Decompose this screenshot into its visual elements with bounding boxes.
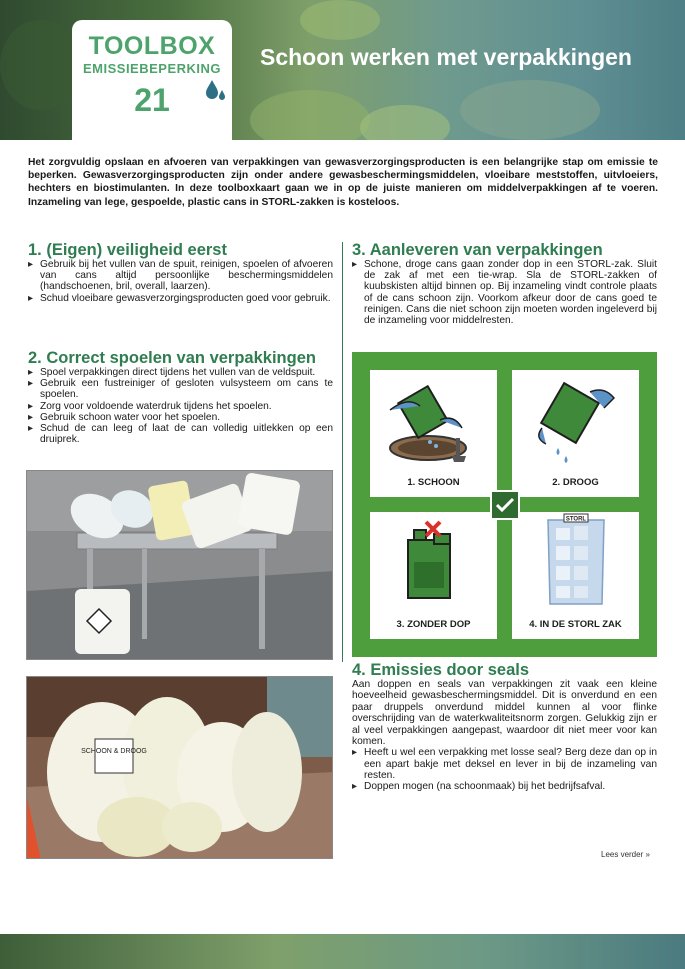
water-reflection: [460, 80, 600, 140]
intro-paragraph: Het zorgvuldig opslaan en afvoeren van verpakkingen van gewasverzorgingsproducten is een belangrijke stap om emissie te beperken. Gewasverzorgingsproducten zijn onder andere gewasbeschermingsmiddelen, vloeibare meststoffen, uitvloeiers, hechters en biostimulanten. In deze toolboxkaart gaan we in op de juiste manieren om middelverpakkingen af te voeren. Inzameling van lege, gespoelde, plastic cans in STORL-zakken is kosteloos.: [28, 157, 658, 208]
bullet-list: [352, 747, 657, 792]
section-paragraph: Aan doppen en seals van verpakkingen zit vaak een kleine hoeveelheid gewasbeschermingsmiddel. Dit is onverdund en een paar druppels onverdund middel kunnen al voor flinke overschrijding van de waterkwaliteitsnorm zorgen. Gelukkig zijn er al veel verpakkingen aangepast, waardoor dit niet meer voor kan komen.: [352, 679, 657, 748]
section-delivery: [352, 241, 657, 326]
steps-infographic: [352, 352, 657, 657]
lily-pad: [250, 90, 370, 140]
bag-label-text: SCHOON & DROOG: [81, 748, 147, 755]
water-drops-icon: [204, 78, 228, 104]
section-heading: 4. Emissies door seals: [352, 661, 530, 679]
bag-tag-text: STORL: [565, 516, 587, 523]
column-divider: [342, 242, 343, 662]
page-title: Schoon werken met verpakkingen: [260, 44, 632, 70]
logo-number: 21: [134, 82, 170, 118]
step-label: 2. DROOG: [552, 477, 599, 488]
section-heading: 2. Correct spoelen van verpakkingen: [28, 349, 316, 367]
lily-pad: [360, 105, 450, 140]
list-item: ▸ Doppen mogen (na schoonmaak) bij het bedrijfsafval.: [352, 781, 657, 792]
list-item: ▸ Zorg voor voldoende waterdruk tijdens het spoelen.: [28, 401, 333, 412]
logo-title: TOOLBOX: [88, 32, 216, 60]
checkmark-icon: [490, 490, 520, 520]
bullet-list: [28, 367, 333, 445]
section-heading: 3. Aanleveren van verpakkingen: [352, 241, 603, 259]
can-without-cap-icon: [370, 512, 497, 612]
step-label: 3. ZONDER DOP: [396, 619, 471, 630]
section-seals: [352, 661, 657, 792]
photo-storl-bags: [26, 676, 333, 859]
section-safety: [28, 241, 333, 304]
rinse-can-icon: [370, 370, 497, 470]
photo-drip-rack: [26, 470, 333, 660]
step-storl-bag: [512, 512, 639, 639]
bullet-list: [28, 259, 333, 304]
step-dry: [512, 370, 639, 497]
step-no-cap: [370, 512, 497, 639]
bullet-list: [352, 259, 657, 326]
drip-can-icon: [512, 370, 639, 470]
list-item: ▸ Gebruik bij het vullen van de spuit, reinigen, spoelen of afvoeren van cans altijd persoonlijke beschermingsmiddelen (handschoenen, bril, overall, laarzen).: [28, 259, 333, 293]
step-label: 4. IN DE STORL ZAK: [529, 619, 622, 630]
read-more-link[interactable]: Lees verder »: [601, 850, 650, 859]
footer-banner: [0, 934, 685, 969]
lily-pad: [0, 20, 80, 110]
list-item: ▸ Gebruik een fustreiniger of gesloten vulsysteem om cans te spoelen.: [28, 378, 333, 400]
section-rinsing: [28, 349, 333, 445]
list-item: ▸ Schud vloeibare gewasverzorgingsproducten goed voor gebruik.: [28, 293, 333, 304]
header-banner: [0, 0, 685, 140]
logo-subtitle: EMISSIEBEPERKING: [82, 61, 222, 76]
list-item: ▸ Schud de can leeg of laat de can volledig uitlekken op een druiprek.: [28, 423, 333, 445]
step-label: 1. SCHOON: [407, 477, 460, 488]
toolbox-logo: [72, 20, 232, 140]
list-item: ▸ Gebruik schoon water voor het spoelen.: [28, 412, 333, 423]
list-item: ▸ Spoel verpakkingen direct tijdens het vullen van de veldspuit.: [28, 367, 333, 378]
list-item: ▸ Heeft u wel een verpakking met losse seal? Berg deze dan op in een apart bakje met deksel en lever in bij de inzameling van resten.: [352, 747, 657, 781]
step-clean: [370, 370, 497, 497]
storl-bag-icon: [512, 512, 639, 612]
list-item: ▸ Schone, droge cans gaan zonder dop in een STORL-zak. Sluit de zak af met een tie-wrap. Sla de STORL-zakken of kuubskisten altijd binnen op. Bij inzameling vindt controle plaats of de cans schoon zijn. Voorkom afkeur door de cans goed te reinigen. Cans die niet schoon zijn moeten worden ingeleverd bij de inzameling voor middelresten.: [352, 259, 657, 326]
section-heading: 1. (Eigen) veiligheid eerst: [28, 241, 227, 259]
lily-pad: [300, 0, 380, 40]
